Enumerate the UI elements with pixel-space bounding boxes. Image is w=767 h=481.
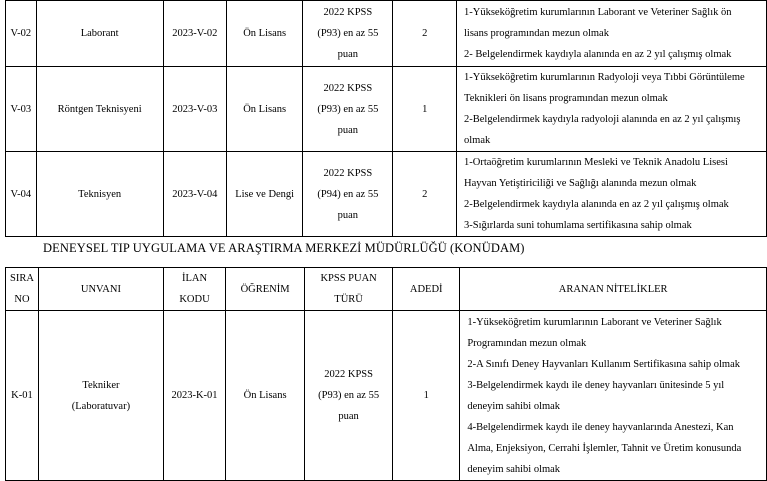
header-aranan-nitelikler: ARANAN NİTELİKLER	[460, 268, 767, 311]
requirement-line: 2-Belgelendirmek kaydıyla alanında en az 2 yıl çalışmış olmak	[464, 199, 729, 210]
kpss-line: 2022 KPSS	[323, 167, 373, 179]
requirement-line: 1-Ortaöğretim kurumlarının Mesleki ve Teknik Anadolu Lisesi	[464, 157, 728, 168]
header-line: KPSS PUAN	[320, 273, 377, 284]
row-title: Röntgen Teknisyeni	[36, 67, 163, 152]
row-code: V-03	[6, 67, 37, 152]
row-title	[38, 311, 163, 481]
kpss-line: 2022 KPSS	[324, 369, 373, 380]
row-kpss	[305, 311, 393, 481]
kpss-line: puan	[337, 209, 359, 221]
row-requirements	[457, 1, 767, 67]
requirement-line: lisans programından mezun olmak	[464, 28, 609, 39]
row-title: Laborant	[36, 1, 163, 67]
kpss-line: 2022 KPSS	[323, 82, 373, 94]
requirement-line: 3-Belgelendirmek kaydı ile deney hayvanları ünitesinde 5 yıl	[467, 379, 725, 391]
row-code: K-01	[6, 311, 39, 481]
header-line: İLAN	[181, 273, 208, 284]
row-education: Ön Lisans	[226, 67, 302, 152]
table-row	[6, 152, 767, 237]
positions-table-veterinary	[5, 0, 767, 237]
requirement-line: 1-Yükseköğretim kurumlarının Laborant ve Veteriner Sağlık	[467, 316, 722, 328]
row-kpss	[303, 67, 393, 152]
row-education: Ön Lisans	[226, 1, 302, 67]
header-kpss-turu	[305, 268, 393, 311]
positions-table-konudam	[5, 267, 767, 481]
header-line: NO	[14, 294, 30, 305]
header-line: TÜRÜ	[334, 294, 363, 305]
row-title: Teknisyen	[36, 152, 163, 237]
requirement-line: 4-Belgelendirmek kaydı ile deney hayvanlarında Anestezi, Kan	[467, 421, 734, 433]
row-count: 1	[393, 67, 457, 152]
requirement-line: 2-A Sınıfı Deney Hayvanları Kullanım Sertifikasına sahip olmak	[467, 358, 740, 370]
kpss-line: puan	[337, 124, 359, 136]
row-code: V-04	[6, 152, 37, 237]
table-row	[6, 1, 767, 67]
requirement-line: Programından mezun olmak	[467, 337, 587, 349]
requirement-line: 3-Sığırlarda suni tohumlama sertifikasına sahip olmak	[464, 220, 692, 231]
header-unvan: UNVANI	[38, 268, 163, 311]
table-row	[6, 311, 767, 481]
kpss-line: (P93) en az 55	[318, 390, 380, 401]
table-header-row	[6, 268, 767, 311]
requirement-line: deneyim sahibi olmak	[467, 463, 561, 475]
kpss-line: 2022 KPSS	[323, 7, 373, 18]
kpss-line: (P93) en az 55	[317, 28, 379, 39]
requirement-line: 1-Yükseköğretim kurumlarının Radyoloji veya Tıbbi Görüntüleme	[464, 72, 745, 83]
kpss-line: puan	[338, 411, 359, 422]
kpss-line: (P94) en az 55	[317, 188, 379, 200]
requirement-line: Teknikleri ön lisans programından mezun olmak	[464, 93, 668, 104]
requirement-line: deneyim sahibi olmak	[467, 400, 561, 412]
row-education: Lise ve Dengi	[226, 152, 302, 237]
header-adet: ADEDİ	[393, 268, 460, 311]
row-count: 1	[393, 311, 460, 481]
row-ilan-code: 2023-V-04	[163, 152, 226, 237]
row-requirements	[457, 67, 767, 152]
kpss-line: puan	[337, 49, 359, 60]
header-line: KODU	[179, 294, 210, 305]
row-education: Ön Lisans	[226, 311, 305, 481]
requirement-line: 1-Yükseköğretim kurumlarının Laborant ve Veteriner Sağlık ön	[464, 7, 732, 18]
title-line: (Laboratuvar)	[71, 400, 131, 412]
row-ilan-code: 2023-V-02	[163, 1, 226, 67]
title-line: Tekniker	[82, 379, 120, 391]
table-row	[6, 67, 767, 152]
section-title: DENEYSEL TIP UYGULAMA VE ARAŞTIRMA MERKEZİ MÜDÜRLÜĞÜ (KONÜDAM)	[43, 241, 525, 255]
row-kpss	[303, 1, 393, 67]
row-code: V-02	[6, 1, 37, 67]
row-count: 2	[393, 1, 457, 67]
kpss-line: (P93) en az 55	[317, 103, 379, 115]
row-ilan-code: 2023-K-01	[163, 311, 225, 481]
requirement-line: olmak	[464, 135, 491, 146]
header-sira-no	[6, 268, 39, 311]
row-ilan-code: 2023-V-03	[163, 67, 226, 152]
header-ilan-kodu	[163, 268, 225, 311]
row-requirements	[457, 152, 767, 237]
row-count: 2	[393, 152, 457, 237]
header-ogrenim: ÖĞRENİM	[226, 268, 305, 311]
requirement-line: 2- Belgelendirmek kaydıyla alanında en az 2 yıl çalışmış olmak	[464, 49, 732, 60]
row-kpss	[303, 152, 393, 237]
row-requirements	[460, 311, 767, 481]
requirement-line: Hayvan Yetiştiriciliği ve Sağlığı alanında mezun olmak	[464, 178, 697, 189]
requirement-line: 2-Belgelendirmek kaydıyla radyoloji alanında en az 2 yıl çalışmış	[464, 114, 741, 125]
requirement-line: Alma, Enjeksiyon, Cerrahi İşlemler, Tahnit ve Üretim konusunda	[467, 442, 742, 454]
header-line: SIRA	[10, 273, 34, 284]
